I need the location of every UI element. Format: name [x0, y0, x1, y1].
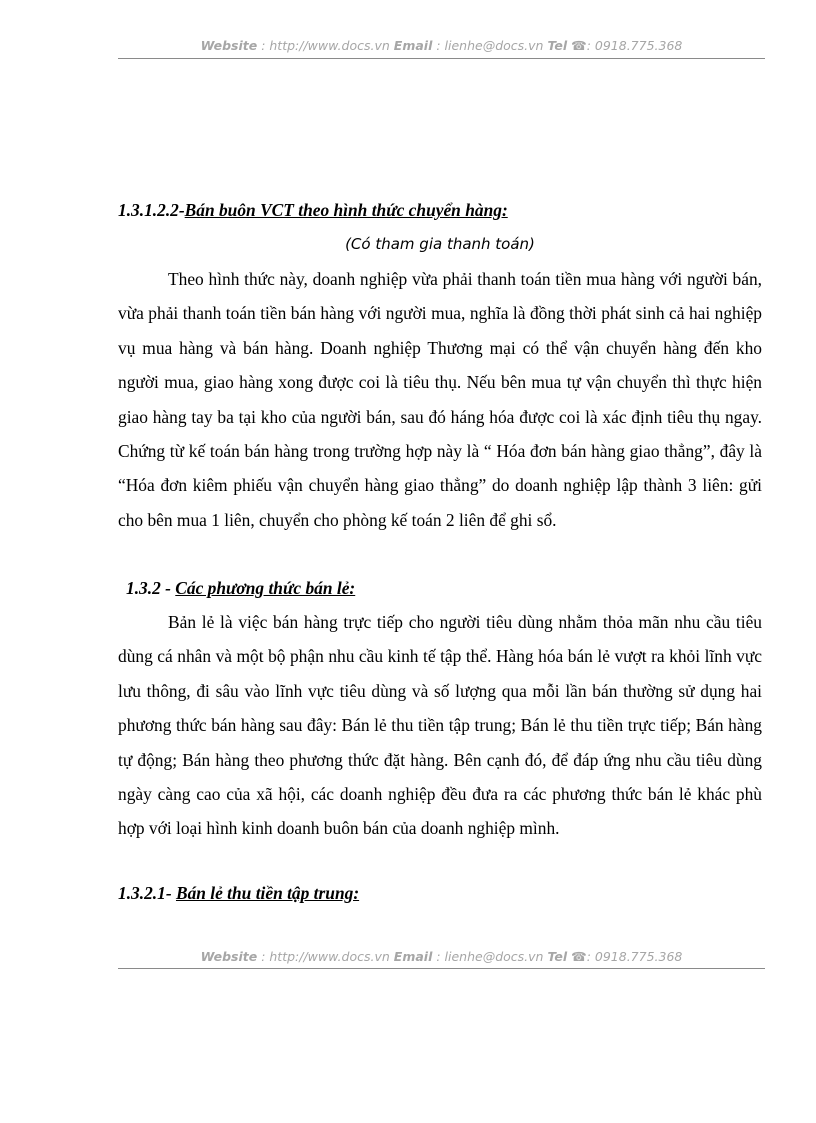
section-title: Bán lẻ thu tiền tập trung: — [175, 883, 360, 903]
header-website-url[interactable]: : http://www.docs.vn — [261, 38, 390, 53]
header-tel-label: Tel — [547, 38, 568, 53]
header-divider — [118, 58, 765, 59]
section-heading-1-3-1-2-2 — [118, 200, 762, 221]
paragraph: Bản lẻ là việc bán hàng trực tiếp cho người tiêu dùng nhằm thỏa mãn nhu cầu tiêu dùng cá nhân và một bộ phận nhu cầu kinh tế tập thể. Hàng hóa bán lẻ vượt ra khỏi lĩnh vực lưu thông, đi sâu vào lĩnh vực tiêu dùng và số lượng qua mỗi lần bán thường sử dụng hai phương thức bán hàng sau đây: Bán lẻ thu tiền tập trung; Bán lẻ thu tiền trực tiếp; Bán hàng tự động; Bán hàng theo phương thức đặt hàng. Bên cạnh đó, để đáp ứng nhu cầu tiêu dùng ngày càng cao của xã hội, các doanh nghiệp đều đưa ra các phương thức bán lẻ khác phù hợp với loại hình kinh doanh buôn bán của doanh nghiệp mình. — [118, 612, 762, 839]
footer-website-url[interactable]: : http://www.docs.vn — [261, 949, 390, 964]
section-title: Bán buôn VCT theo hình thức chuyển hàng: — [184, 200, 508, 220]
header-tel-value: : 0918.775.368 — [586, 38, 683, 53]
footer-website-label: Website — [200, 949, 258, 964]
phone-icon: ☎ — [571, 949, 587, 964]
footer-email-label: Email — [393, 949, 433, 964]
section-number: 1.3.1.2.2- — [118, 200, 185, 220]
footer-divider — [118, 968, 765, 969]
section-number: 1.3.2 - — [126, 578, 176, 598]
footer-tel-value: : 0918.775.368 — [586, 949, 683, 964]
header-email-label: Email — [393, 38, 433, 53]
page-footer — [118, 949, 765, 964]
page-header — [118, 38, 765, 53]
section-title: Các phương thức bán lẻ: — [175, 578, 356, 598]
section-heading-1-3-2-1 — [118, 883, 762, 904]
paragraph: Theo hình thức này, doanh nghiệp vừa phải thanh toán tiền mua hàng với người bán, vừa phải thanh toán tiền bán hàng với người mua, nghĩa là đồng thời phát sinh cả hai nghiệp vụ mua hàng và bán hàng. Doanh nghiệp Thương mại có thể vận chuyển hàng đến kho người mua, giao hàng xong được coi là tiêu thụ. Nếu bên mua tự vận chuyển thì thực hiện giao hàng tay ba tại kho của người bán, sau đó háng hóa được coi là xác định tiêu thụ ngay. Chứng từ kế toán bán hàng trong trường hợp này là “ Hóa đơn bán hàng giao thẳng”, đây là “Hóa đơn kiêm phiếu vận chuyển hàng giao thẳng” do doanh nghiệp lập thành 3 liên: gửi cho bên mua 1 liên, chuyển cho phòng kế toán 2 liên để ghi sổ. — [118, 269, 762, 530]
section-heading-1-3-2 — [126, 578, 770, 599]
section-number: 1.3.2.1- — [118, 883, 176, 903]
footer-tel-label: Tel — [547, 949, 568, 964]
header-website-label: Website — [200, 38, 258, 53]
footer-email-value[interactable]: : lienhe@docs.vn — [436, 949, 544, 964]
phone-icon: ☎ — [571, 38, 587, 53]
section-subtitle: (Có tham gia thanh toán) — [345, 235, 535, 253]
header-email-value[interactable]: : lienhe@docs.vn — [436, 38, 544, 53]
